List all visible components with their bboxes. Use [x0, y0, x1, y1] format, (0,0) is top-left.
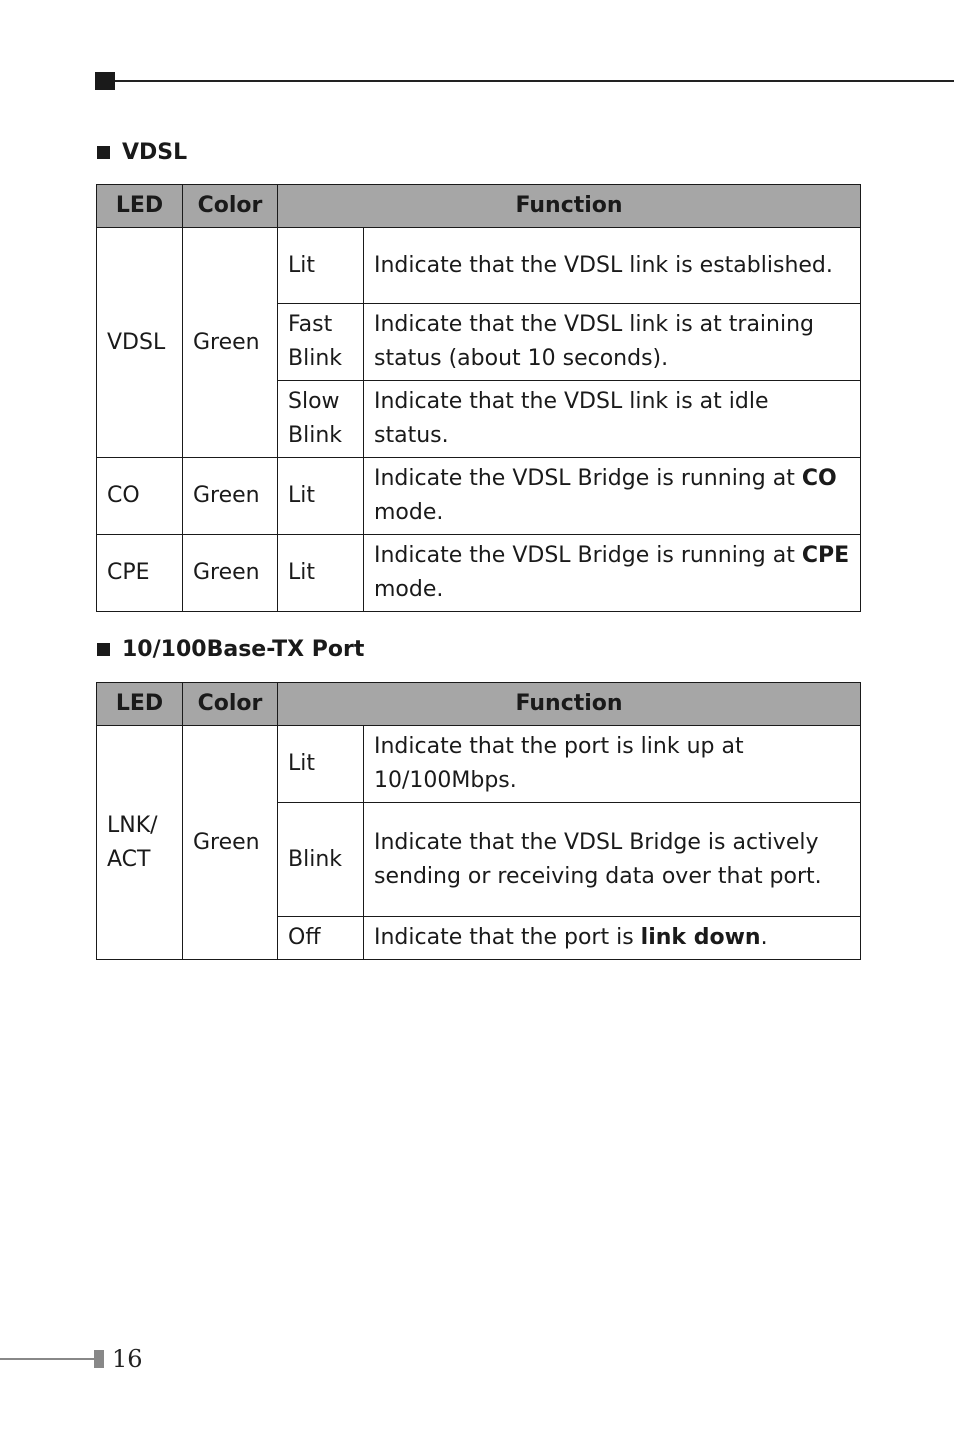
description-text: Indicate that the VDSL link is at idle status.	[374, 389, 769, 448]
led-state: Lit	[278, 535, 364, 612]
square-bullet-icon	[97, 146, 110, 159]
state-description	[364, 228, 861, 304]
table-row	[97, 535, 861, 612]
table-header-row	[97, 683, 861, 726]
description-text: Indicate that the port is link up at 10/100Mbps.	[374, 734, 744, 793]
description-text-end: mode.	[374, 577, 444, 602]
header-color: Color	[183, 683, 278, 726]
port-led-table	[96, 682, 861, 960]
footer-marker	[94, 1350, 104, 1368]
description-emphasis: CO	[801, 466, 837, 491]
vdsl-led-table	[96, 184, 861, 612]
state-description	[364, 304, 861, 381]
header-color: Color	[183, 185, 278, 228]
section-heading-vdsl	[97, 140, 187, 165]
description-text: Indicate the VDSL Bridge is running at	[374, 466, 802, 491]
state-description	[364, 803, 861, 917]
page-number: 16	[112, 1345, 143, 1373]
state-description	[364, 917, 861, 960]
section-title: 10/100Base-TX Port	[122, 637, 365, 662]
table-row	[97, 726, 861, 803]
description-text: Indicate the VDSL Bridge is running at	[374, 543, 802, 568]
description-text: Indicate that the VDSL link is at training status (about 10 seconds).	[374, 312, 815, 371]
state-description	[364, 535, 861, 612]
led-color: Green	[183, 458, 278, 535]
led-color: Green	[183, 228, 278, 458]
header-marker	[95, 72, 115, 90]
led-state: Fast Blink	[278, 304, 364, 381]
header-function: Function	[278, 185, 861, 228]
led-color: Green	[183, 726, 278, 960]
table-row	[97, 228, 861, 304]
led-state: Lit	[278, 458, 364, 535]
state-description	[364, 458, 861, 535]
description-emphasis: CPE	[801, 543, 850, 568]
led-name: CO	[97, 458, 183, 535]
section-heading-port	[97, 637, 364, 662]
description-text-end: .	[760, 925, 768, 950]
led-name: VDSL	[97, 228, 183, 458]
header-led: LED	[97, 683, 183, 726]
table-header-row	[97, 185, 861, 228]
section-title: VDSL	[122, 140, 188, 165]
led-state: Off	[278, 917, 364, 960]
led-name: LNK/ ACT	[97, 726, 183, 960]
description-text: Indicate that the port is	[374, 925, 641, 950]
led-color: Green	[183, 535, 278, 612]
description-text: Indicate that the VDSL Bridge is actively sending or receiving data over that port.	[374, 829, 822, 889]
led-name: CPE	[97, 535, 183, 612]
description-text-end: mode.	[374, 500, 444, 525]
description-text: Indicate that the VDSL link is established.	[374, 252, 833, 278]
square-bullet-icon	[97, 643, 110, 656]
state-description	[364, 726, 861, 803]
led-state: Lit	[278, 228, 364, 304]
led-state: Slow Blink	[278, 381, 364, 458]
description-emphasis: link down	[640, 925, 761, 950]
footer-rule	[0, 1358, 94, 1360]
state-description	[364, 381, 861, 458]
header-led: LED	[97, 185, 183, 228]
header-rule	[115, 80, 954, 82]
led-state: Blink	[278, 803, 364, 917]
table-row	[97, 458, 861, 535]
header-function: Function	[278, 683, 861, 726]
led-state: Lit	[278, 726, 364, 803]
